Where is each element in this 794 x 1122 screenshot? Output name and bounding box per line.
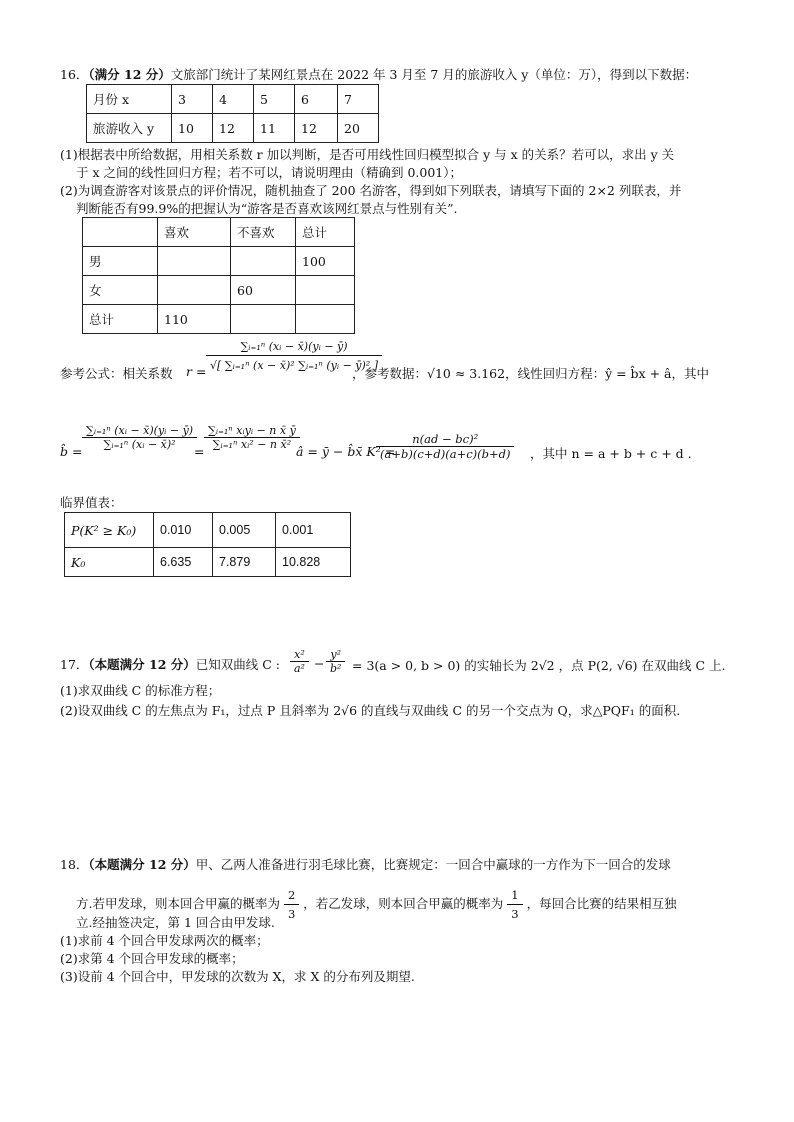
- k2-tail: ，其中 n = a + b + c + d .: [530, 446, 692, 461]
- cell: 7.879: [213, 548, 276, 577]
- cell: 12: [295, 114, 338, 143]
- q17-minus: −: [314, 656, 325, 671]
- cell: 11: [254, 114, 295, 143]
- k2-denominator: (a+b)(c+d)(a+c)(b+d): [380, 447, 511, 461]
- q18-line2-a: 方.若甲发球，则本回合甲赢的概率为: [76, 896, 280, 911]
- q17-frac-y: [326, 648, 345, 675]
- q17-part1: (1)求双曲线 C 的标准方程；: [60, 683, 221, 698]
- b-frac2-denominator: ∑ᵢ₌₁ⁿ xᵢ² − n x̄²: [212, 438, 292, 451]
- cell: 3: [172, 85, 213, 114]
- col-header: 喜欢: [158, 218, 231, 247]
- cell: [231, 247, 296, 276]
- k2-fraction: [376, 432, 514, 461]
- row-label: 总计: [83, 305, 158, 334]
- row-label: 女: [83, 276, 158, 305]
- prob2-numerator: 1: [507, 886, 522, 905]
- b-frac2-numerator: ∑ᵢ₌₁ⁿ xᵢyᵢ − n x̄ ȳ: [204, 424, 300, 438]
- table-row: [87, 85, 379, 114]
- cell: 4: [213, 85, 254, 114]
- cell: 6: [295, 85, 338, 114]
- r-variable: r =: [186, 364, 207, 379]
- q18-line2-c: ，每回合比赛的结果相互独: [526, 896, 677, 911]
- prob-fraction-1: [284, 886, 299, 923]
- critical-value-table: [64, 512, 351, 577]
- q17-text-a: 已知双曲线 C :: [195, 657, 280, 672]
- q17-header: [60, 656, 280, 674]
- cell: 10: [172, 114, 213, 143]
- q18-part2: (2)求第 4 个回合甲发球的概率；: [60, 951, 244, 966]
- cell: 110: [158, 305, 231, 334]
- q18-score: （本题满分 12 分）: [88, 857, 196, 872]
- a-hat-and-k2: â = ȳ − b̂x̄ K² =: [296, 444, 396, 459]
- cell: 6.635: [154, 548, 213, 577]
- q16-number: 16．: [60, 67, 89, 82]
- q17-score: （本题满分 12 分）: [88, 657, 196, 672]
- q16-contingency-table: [82, 217, 355, 334]
- cell: 100: [296, 247, 355, 276]
- q17-frac-y-den: b²: [330, 662, 342, 675]
- q16-ref-data: ，参考数据：√10 ≈ 3.162，线性回归方程：ŷ = b̂x + â，其中: [352, 366, 709, 381]
- q16-part2-line1: (2)为调查游客对该景点的评价情况，随机抽查了 200 名游客，得到如下列联表，请填写下面的 2×2 列联表，并: [60, 183, 682, 198]
- table-row: [65, 548, 351, 577]
- b-frac1-numerator: ∑ᵢ₌₁ⁿ (xᵢ − x̄)(yᵢ − ȳ): [82, 424, 197, 438]
- table-row: [83, 276, 355, 305]
- row-label: 男: [83, 247, 158, 276]
- prob1-numerator: 2: [284, 886, 299, 905]
- cell: 0.005: [213, 513, 276, 548]
- cell: 5: [254, 85, 295, 114]
- col-header: 总计: [296, 218, 355, 247]
- b-hat-label: b̂ =: [60, 444, 83, 459]
- prob-fraction-2: [507, 886, 522, 923]
- q18-header: [60, 856, 671, 874]
- cell: 10.828: [276, 548, 351, 577]
- row-label: P(K² ≥ K₀): [65, 513, 154, 548]
- b-fraction-1: [82, 424, 197, 451]
- cell: [158, 276, 231, 305]
- cell: [296, 305, 355, 334]
- q16-part2-line2: 判断能否有99.9%的把握认为“游客是否喜欢该网红景点与性别有关”.: [76, 201, 458, 216]
- critical-value-label: 临界值表：: [60, 495, 123, 510]
- cell: [296, 276, 355, 305]
- b-equals: =: [194, 444, 205, 459]
- table-row: [83, 305, 355, 334]
- cell: [83, 218, 158, 247]
- b-fraction-2: [204, 424, 300, 451]
- cell: 7: [338, 85, 379, 114]
- q18-line1: 甲、乙两人准备进行羽毛球比赛，比赛规定：一回合中赢球的一方作为下一回合的发球: [195, 857, 671, 872]
- cell: 12: [213, 114, 254, 143]
- q17-text-b: = 3(a > 0, b > 0) 的实轴长为 2√2 ，点 P(2, √6) 在双曲线 C 上.: [352, 658, 726, 673]
- prob2-denominator: 3: [511, 907, 519, 921]
- q16-data-table: [86, 84, 379, 143]
- row-label-income: 旅游收入 y: [87, 114, 172, 143]
- cell: 60: [231, 276, 296, 305]
- q17-frac-x-den: a²: [294, 662, 305, 675]
- prob1-denominator: 3: [287, 907, 296, 921]
- table-row: [83, 218, 355, 247]
- col-header: 不喜欢: [231, 218, 296, 247]
- q17-frac-y-num: y²: [326, 648, 345, 662]
- cell: [231, 305, 296, 334]
- table-row: [83, 247, 355, 276]
- q17-frac-x-num: x²: [290, 648, 309, 662]
- cell: [158, 247, 231, 276]
- q17-frac-x: [290, 648, 309, 675]
- cell: 0.001: [276, 513, 351, 548]
- q16-part1-line1: (1)根据表中所给数据，用相关系数 r 加以判断，是否可用线性回归模型拟合 y 与 x 的关系？若可以，求出 y 关: [60, 147, 675, 162]
- q18-line2-b: ，若乙发球，则本回合甲赢的概率为: [303, 896, 504, 911]
- q16-score: （满分 12 分）: [88, 67, 171, 82]
- row-label-month: 月份 x: [87, 85, 172, 114]
- row-label: K₀: [65, 548, 154, 577]
- q17-part2: (2)设双曲线 C 的左焦点为 F₁，过点 P 且斜率为 2√6 的直线与双曲线 C 的另一个交点为 Q，求△PQF₁ 的面积.: [60, 703, 681, 718]
- cell: 20: [338, 114, 379, 143]
- r-denominator: √[ ∑ᵢ₌₁ⁿ (x − x̄)² ∑ᵢ₌₁ⁿ (yᵢ − ȳ)² ]: [210, 359, 379, 372]
- r-numerator: ∑ᵢ₌₁ⁿ (xᵢ − x̄)(yᵢ − ȳ): [206, 340, 382, 356]
- q16-text: 文旅部门统计了某网红景点在 2022 年 3 月至 7 月的旅游收入 y（单位：万），得到以下数据：: [170, 67, 698, 82]
- cell: 0.010: [154, 513, 213, 548]
- q16-ref-formula-label: 参考公式：相关系数: [60, 366, 173, 381]
- q17-number: 17．: [60, 657, 89, 672]
- table-row: [87, 114, 379, 143]
- q18-number: 18．: [60, 857, 89, 872]
- q16-header: [60, 66, 697, 84]
- b-frac1-denominator: ∑ᵢ₌₁ⁿ (xᵢ − x̄)²: [103, 438, 176, 451]
- q18-line3: 立.经抽签决定，第 1 回合由甲发球.: [76, 915, 275, 930]
- q18-part1: (1)求前 4 个回合甲发球两次的概率；: [60, 933, 269, 948]
- table-row: [65, 513, 351, 548]
- q16-part1-line2: 于 x 之间的线性回归方程；若不可以，请说明理由（精确到 0.001）；: [76, 165, 463, 180]
- q18-part3: (3)设前 4 个回合中，甲发球的次数为 X，求 X 的分布列及期望.: [60, 969, 415, 984]
- k2-numerator: n(ad − bc)²: [376, 432, 514, 447]
